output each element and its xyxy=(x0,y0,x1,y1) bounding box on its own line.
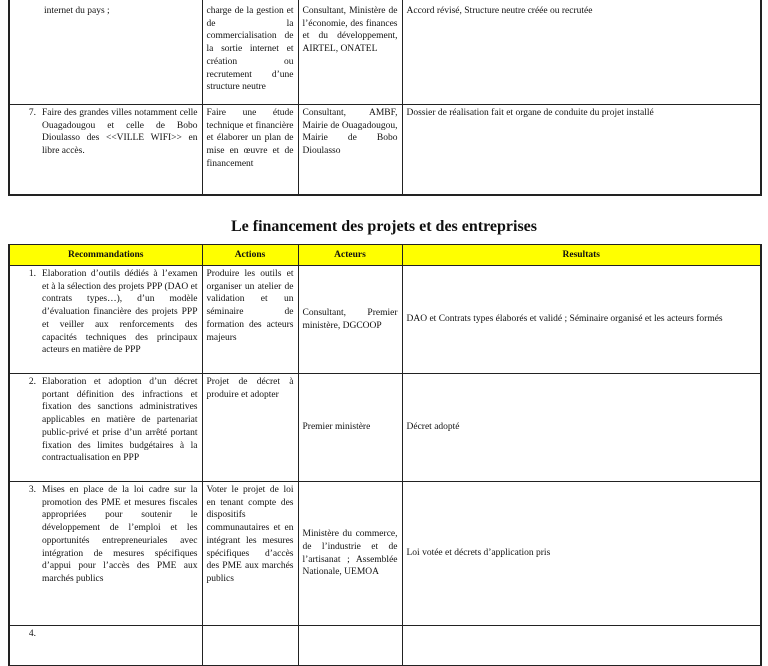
recommendation-cell: 1. Elaboration d’outils dédiés à l’examen et à la sélection des projets PPP (DAO et contrats types…), d’un modèle d’évaluation financière des projets PPP et veiller aux renforcements des capacités techniques des principaux acteurs en matière de PPP xyxy=(9,266,202,374)
table-header-row xyxy=(9,245,761,266)
actors-cell: Consultant, AMBF, Mairie de Ouagadougou, Mairie de Bobo Dioulasso xyxy=(298,105,402,195)
action-cell: Voter le projet de loi en tenant compte des dispositifs communautaires et en intégrant les mesures spécifiques d’accès des PME aux marchés publics xyxy=(202,482,298,626)
recommendation-cell: internet du pays ; xyxy=(9,0,202,105)
results-cell: Accord révisé, Structure neutre créée ou recrutée xyxy=(402,0,761,105)
results-cell: Loi votée et décrets d’application pris xyxy=(402,482,761,626)
recommendation-cell: 7. Faire des grandes villes notamment celle Ouagadougou et celle de Bobo Dioulasso des <<VILLE WIFI>> en libre accès. xyxy=(9,105,202,195)
results-cell xyxy=(402,626,761,666)
table-row xyxy=(9,626,761,666)
recommendation-cell: 3. Mises en place de la loi cadre sur la promotion des PME et mesures fiscales appropriées pour soutenir le développement de l’emploi et les opportunités entrepreneuriales avec intégration de mesures spécifiques d’appui pour l’accès des PME aux marchés publics xyxy=(9,482,202,626)
actors-cell: Consultant, Premier ministère, DGCOOP xyxy=(298,266,402,374)
financing-table xyxy=(8,244,762,666)
actors-cell: Premier ministère xyxy=(298,374,402,482)
section-title: Le financement des projets et des entreprises xyxy=(230,218,538,235)
table-row xyxy=(9,105,761,195)
action-cell xyxy=(202,626,298,666)
table-row xyxy=(9,0,761,105)
row-number: 7. xyxy=(28,108,36,118)
table-row xyxy=(9,482,761,626)
header-acteurs: Acteurs xyxy=(298,245,402,266)
row-number: 1. xyxy=(28,269,36,279)
actors-cell: Consultant, Ministère de l’économie, des finances et du développement, AIRTEL, ONATEL xyxy=(298,0,402,105)
action-cell: Produire les outils et organiser un atelier de validation et un séminaire de formation des acteurs majeurs xyxy=(202,266,298,374)
results-cell: DAO et Contrats types élaborés et validé ; Séminaire organisé et les acteurs formés xyxy=(402,266,761,374)
recommendation-cell xyxy=(9,626,202,666)
action-cell: charge de la gestion et de la commercialisation de la sortie internet et création ou recrutement d’une structure neutre xyxy=(202,0,298,105)
actors-cell: Ministère du commerce, de l’industrie et de l’artisanat ; Assemblée Nationale, UEMOA xyxy=(298,482,402,626)
row-number: 3. xyxy=(28,485,36,495)
recommendations-table-continued xyxy=(8,0,762,196)
results-cell: Dossier de réalisation fait et organe de conduite du projet installé xyxy=(402,105,761,195)
action-cell: Projet de décret à produire et adopter xyxy=(202,374,298,482)
row-number: 2. xyxy=(28,377,36,387)
header-resultats: Resultats xyxy=(402,245,761,266)
header-recommandations: Recommandations xyxy=(9,245,202,266)
results-cell: Décret adopté xyxy=(402,374,761,482)
table-row xyxy=(9,266,761,374)
action-cell: Faire une étude technique et financière et élaborer un plan de mise en œuvre et de financement xyxy=(202,105,298,195)
table-row xyxy=(9,374,761,482)
recommendation-cell: 2. Elaboration et adoption d’un décret portant définition des infractions et fixation des sanctions administratives applicables en matière de partenariat public-privé et prise d’un arrêté portant fixation des limites budgétaires à la contractualisation en PPP xyxy=(9,374,202,482)
actors-cell xyxy=(298,626,402,666)
header-actions: Actions xyxy=(202,245,298,266)
row-number: 4. xyxy=(28,629,36,639)
